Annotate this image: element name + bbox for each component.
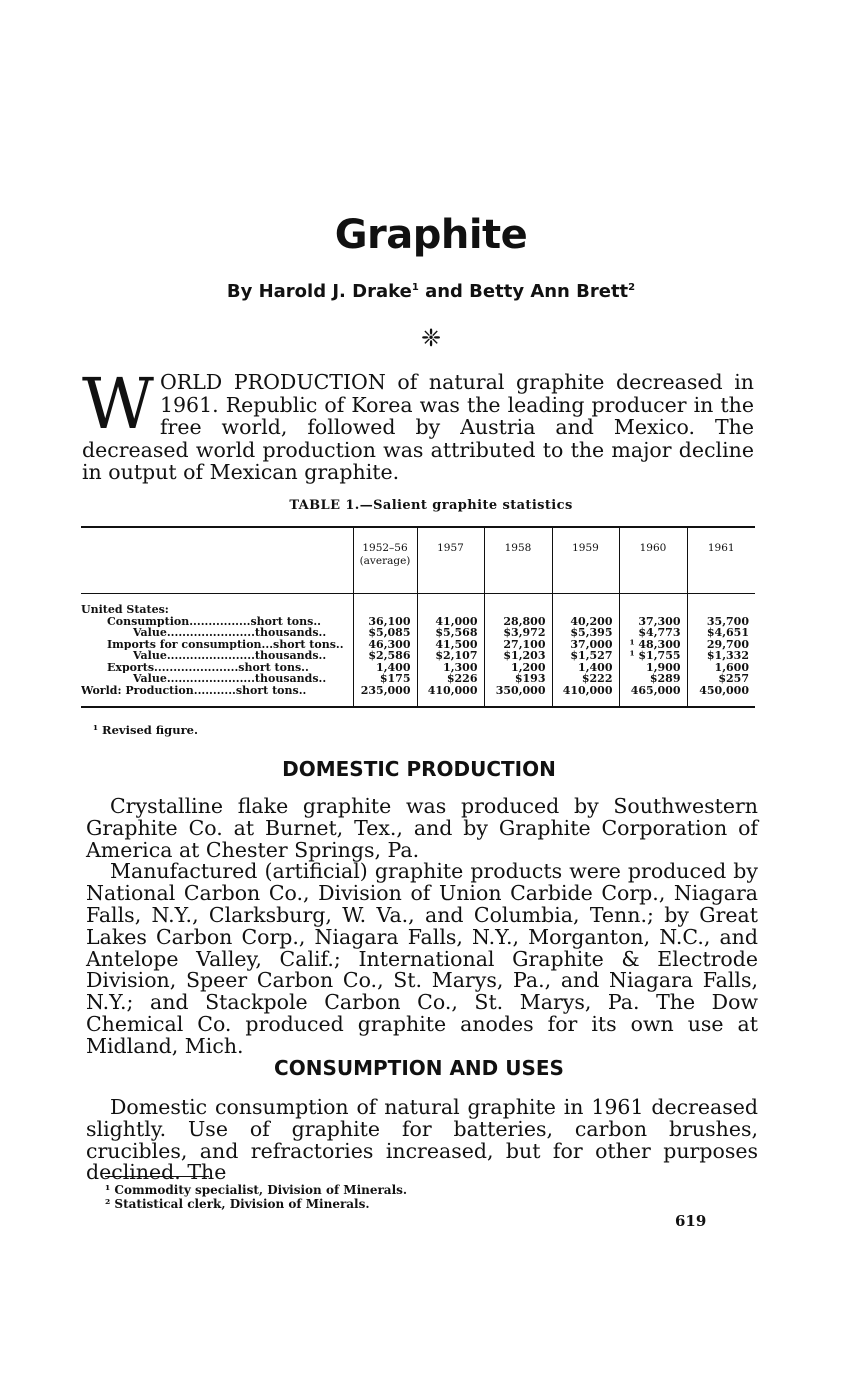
table-cell: $226: [417, 673, 484, 685]
table-cell: 410,000: [552, 685, 619, 697]
table-cell: 450,000: [687, 685, 755, 697]
table-cell: $2,586: [353, 650, 417, 662]
table-cell: 41,500: [417, 639, 484, 651]
row-label: Exports......................short tons..: [107, 661, 309, 673]
table-cell: 40,200: [552, 616, 619, 628]
table-cell: 1,400: [552, 662, 619, 674]
table-cell: $1,203: [484, 650, 552, 662]
table-cell: 27,100: [484, 639, 552, 651]
footnote-1: ¹ Commodity specialist, Division of Minerals.: [105, 1183, 408, 1197]
table-caption: TABLE 1.—Salient graphite statistics: [289, 498, 573, 513]
table-footnote: ¹ Revised figure.: [93, 723, 198, 737]
table-cell: 29,700: [687, 639, 755, 651]
drop-cap: W: [82, 363, 154, 445]
row-label: Value.......................thousands..: [133, 673, 327, 685]
table-cell: ¹ 48,300: [619, 639, 687, 651]
paragraph: Crystalline flake graphite was produced by Southwestern Graphite Co. at Burnet, Tex., and by Graphite Corporation of America at Chester Springs, Pa.: [86, 794, 758, 862]
table-row: [81, 627, 755, 639]
domestic-section-body: [86, 796, 758, 1058]
table-cell: $5,085: [353, 627, 417, 639]
consumption-section-body: [86, 1097, 758, 1184]
table-cell: $5,395: [552, 627, 619, 639]
table-cell: 41,000: [417, 616, 484, 628]
footnote-divider: [105, 1176, 209, 1177]
footnote-2: ² Statistical clerk, Division of Minerals.: [105, 1197, 370, 1211]
table-cell: 35,700: [687, 616, 755, 628]
column-header: 1957: [417, 527, 484, 594]
table-cell: $1,527: [552, 650, 619, 662]
author-1: By Harold J. Drake: [226, 281, 412, 302]
intro-text: ORLD PRODUCTION of natural graphite decreased in 1961. Republic of Korea was the leading producer in the free world, followed by Austria and Mexico. The decreased world production was attributed to the major decline in output of Mexican graphite.: [82, 370, 754, 484]
ornament-icon: ❈: [420, 324, 442, 352]
row-label: Consumption................short tons..: [107, 615, 321, 627]
table-cell: 350,000: [484, 685, 552, 697]
footnotes: [105, 1183, 407, 1211]
paragraph: Domestic consumption of natural graphite in 1961 decreased slightly. Use of graphite for batteries, carbon brushes, crucibles, and refractories increased, but for other purposes declined. The: [86, 1095, 758, 1185]
section-heading-domestic: DOMESTIC PRODUCTION: [282, 757, 556, 781]
row-label: Value.......................thousands..: [133, 627, 327, 639]
column-header: 1959: [552, 527, 619, 594]
table-row: [81, 685, 755, 697]
table-cell: 1,400: [353, 662, 417, 674]
table-cell: $2,107: [417, 650, 484, 662]
table-header-blank: [81, 527, 353, 594]
table-cell: 410,000: [417, 685, 484, 697]
column-header: 1952–56 (average): [353, 527, 417, 594]
table-row: [81, 650, 755, 662]
table-cell: 46,300: [353, 639, 417, 651]
table-group-row: [81, 604, 755, 616]
stats-table-container: [81, 526, 755, 708]
table-cell: $289: [619, 673, 687, 685]
table-cell: 1,900: [619, 662, 687, 674]
table-cell: 37,300: [619, 616, 687, 628]
table-cell: 465,000: [619, 685, 687, 697]
page-number: 619: [675, 1212, 707, 1230]
footnote-ref-1: 1: [411, 282, 419, 293]
table-cell: 28,800: [484, 616, 552, 628]
table-cell: 36,100: [353, 616, 417, 628]
table-cell: 37,000: [552, 639, 619, 651]
page-title: Graphite: [334, 212, 528, 258]
row-label: Value.......................thousands..: [133, 650, 327, 662]
stats-table: [81, 526, 755, 708]
table-cell: ¹ $1,755: [619, 650, 687, 662]
group-label: United States:: [81, 604, 169, 616]
footnote-ref-2: 2: [628, 282, 636, 293]
table-row: [81, 673, 755, 685]
table-cell: 1,600: [687, 662, 755, 674]
table-cell: $5,568: [417, 627, 484, 639]
table-cell: 235,000: [353, 685, 417, 697]
table-cell: 1,200: [484, 662, 552, 674]
table-header-row: [81, 527, 755, 594]
table-cell: $193: [484, 673, 552, 685]
section-heading-consumption: CONSUMPTION AND USES: [274, 1056, 564, 1080]
row-label: Imports for consumption...short tons..: [107, 638, 344, 650]
column-header: 1961: [687, 527, 755, 594]
row-label: World: Production...........short tons..: [81, 684, 307, 696]
table-cell: $3,972: [484, 627, 552, 639]
column-header: 1958: [484, 527, 552, 594]
column-header: 1960: [619, 527, 687, 594]
author-2: and Betty Ann Brett: [418, 281, 629, 302]
table-cell: $4,773: [619, 627, 687, 639]
intro-paragraph: [82, 363, 754, 484]
table-cell: 1,300: [417, 662, 484, 674]
table-cell: $1,332: [687, 650, 755, 662]
table-cell: $257: [687, 673, 755, 685]
table-cell: $175: [353, 673, 417, 685]
byline: [0, 281, 862, 302]
table-cell: $222: [552, 673, 619, 685]
paragraph: Manufactured (artificial) graphite products were produced by National Carbon Co., Division of Union Carbide Corp., Niagara Falls, N.Y., Clarksburg, W. Va., and Columbia, Tenn.; by Great Lakes Carbon Corp., Niagara Falls, N.Y., Morganton, N.C., and Antelope Valley, Calif.; International Graphite & Electrode Division, Speer Carbon Co., St. Marys, Pa., and Niagara Falls, N.Y.; and Stackpole Carbon Co., St. Marys, Pa. The Dow Chemical Co. produced graphite anodes for its own use at Midland, Mich.: [86, 859, 758, 1058]
table-cell: $4,651: [687, 627, 755, 639]
